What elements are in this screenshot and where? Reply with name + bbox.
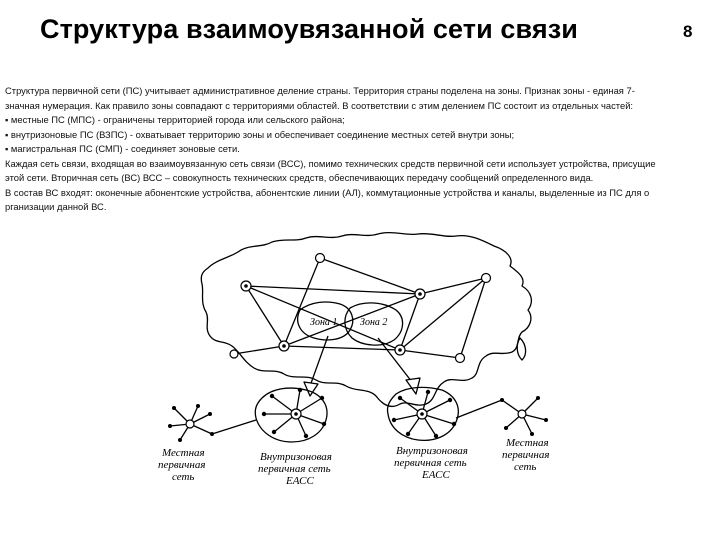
page-number: 8 [683, 22, 693, 41]
local-hub-left [186, 420, 194, 428]
slide-title: Структура взаимоувязанной сети связи [40, 14, 578, 44]
island [517, 338, 525, 360]
body-line: Структура первичной сети (ПС) учитывает административное деление страны. Территория страны поделена на зоны. Признак зоны - единая 7- [5, 85, 635, 96]
network-diagram [150, 228, 570, 498]
body-line: рганизации данной ВС. [5, 201, 107, 213]
body-text [5, 84, 711, 215]
intrazone-right-label-1: Внутризоновая [396, 445, 468, 457]
intrazone-right-label-3: ЕАСС [422, 469, 450, 481]
bullet-local-networks: ▪ местные ПС (МПС) - ограничены территорией города или сельского района; [5, 114, 345, 126]
body-line: Каждая сеть связи, входящая во взаимоувязанную сеть связи (ВСС), помимо технических средств первичной сети использует устройства, присущие [5, 157, 656, 169]
trunk-node [230, 350, 238, 358]
body-line: этой сети. Вторичная сеть (ВС) ВСС – совокупность технических средств, обеспечивающих передачу сообщений определенного вида. [5, 172, 594, 184]
local-hub-right [518, 410, 526, 418]
intrazone-right-label-2: первичная сеть [394, 457, 467, 469]
intrazone-left-label-2: первичная сеть [258, 463, 331, 475]
body-line: В состав ВС входят: оконечные абонентские устройства, абонентские линии (АЛ), коммутационные устройства и каналы, выделенные из ПС для о [5, 186, 650, 198]
trunk-node [316, 254, 325, 263]
local-network-right-label-1: Местная [506, 437, 549, 449]
trunk-node [456, 354, 465, 363]
intrazone-left-label-3: ЕАСС [286, 475, 314, 487]
local-network-right-label-2: первичная [502, 449, 550, 461]
local-network-left-label-3: сеть [172, 471, 195, 483]
local-network-right-label-3: сеть [514, 461, 537, 473]
bullet-trunk-network: ▪ магистральная ПС (СМП) - соединяет зоновые сети. [5, 143, 240, 155]
bullet-intrazone-networks: ▪ внутризоновые ПС (ВЗПС) - охватывает территорию зоны и обеспечивает соединение местных сетей внутри зоны; [5, 128, 515, 140]
trunk-node [482, 274, 491, 283]
local-network-left-label-2: первичная [158, 459, 206, 471]
body-line: значная нумерация. Как правило зоны совпадают с территориями областей. В соответствии с этим делением ПС состоит из отдельных частей: [5, 99, 634, 111]
zone-1-label: Зона 1 [310, 317, 338, 328]
local-network-left-label-1: Местная [162, 447, 205, 459]
intrazone-left-label-1: Внутризоновая [260, 451, 332, 463]
zone-2-label: Зона 2 [360, 317, 388, 328]
local-network-right [456, 398, 546, 434]
network-structure-figure [150, 228, 570, 498]
